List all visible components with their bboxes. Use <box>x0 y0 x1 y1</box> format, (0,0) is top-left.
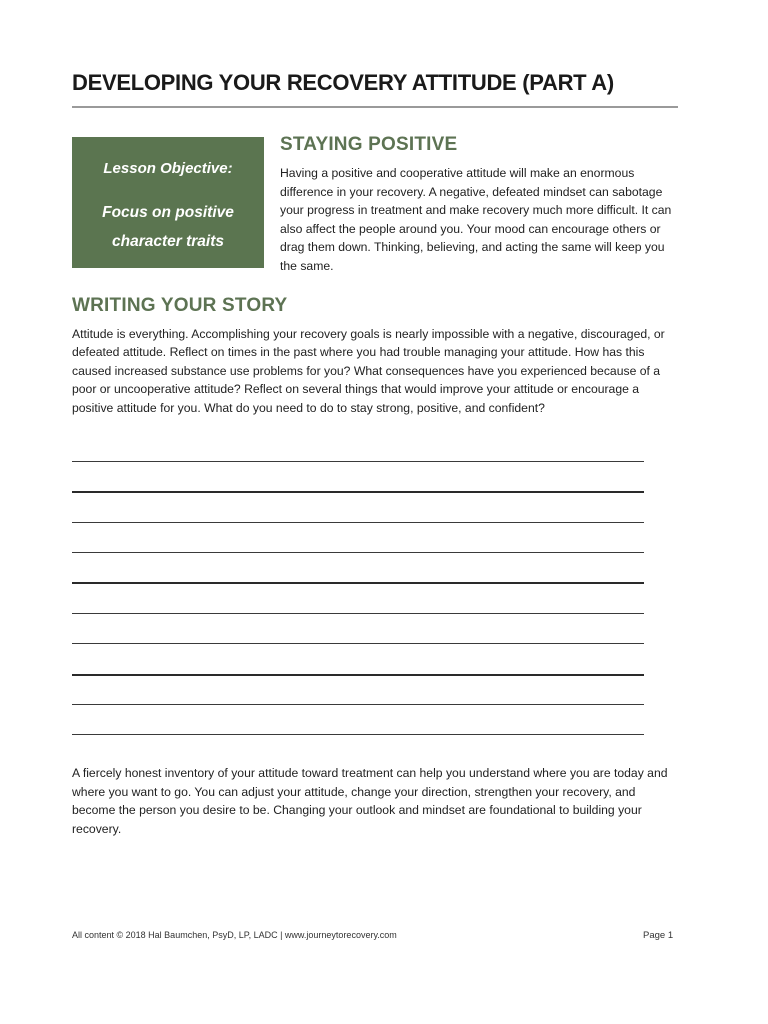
writing-story-paragraph: Attitude is everything. Accomplishing your recovery goals is nearly impossible with a negative, discouraged, or defeated attitude. Reflect on times in the past where you had trouble managing your attitude. How has this caused increased substance use problems for you? What consequences have you experienced because of a poor or uncooperative attitude? Reflect on several things that would improve your attitude or encourage a positive attitude for you. What do you need to do to stay strong, positive, and confident? <box>72 327 665 415</box>
answer-line[interactable] <box>72 461 644 462</box>
answer-line[interactable] <box>72 582 644 584</box>
lesson-objective-label: Lesson Objective: <box>103 160 233 177</box>
answer-line[interactable] <box>72 734 644 735</box>
page-title: DEVELOPING YOUR RECOVERY ATTITUDE (PART A) <box>72 70 614 95</box>
answer-line[interactable] <box>72 613 644 614</box>
writing-story-heading: WRITING YOUR STORY <box>72 295 288 316</box>
staying-positive-paragraph: Having a positive and cooperative attitude will make an enormous difference in your recovery. A negative, defeated mindset can sabotage your progress in treatment and make recovery much more difficult. It can also affect the people around you. Your mood can encourage others or drag them down. Thinking, believing, and acting the same will keep you the same. <box>280 166 672 273</box>
answer-line[interactable] <box>72 704 644 705</box>
answer-line[interactable] <box>72 674 644 676</box>
answer-line[interactable] <box>72 643 644 644</box>
lesson-objective-text: Focus on positive character traits <box>102 204 234 250</box>
answer-line[interactable] <box>72 491 644 493</box>
staying-positive-heading: STAYING POSITIVE <box>280 134 458 155</box>
lesson-objective-box <box>72 137 264 268</box>
footer-copyright: All content © 2018 Hal Baumchen, PsyD, LP, LADC | www.journeytorecovery.com <box>72 930 397 940</box>
answer-line[interactable] <box>72 552 644 553</box>
title-divider <box>72 106 678 108</box>
answer-line[interactable] <box>72 522 644 523</box>
footer-page-number: Page 1 <box>643 930 674 941</box>
closing-paragraph: A fiercely honest inventory of your attitude toward treatment can help you understand where you are today and where you want to go. You can adjust your attitude, change your direction, strengthen your recovery, and become the person you desire to be. Changing your outlook and mindset are foundational to building your recovery. <box>72 766 668 836</box>
